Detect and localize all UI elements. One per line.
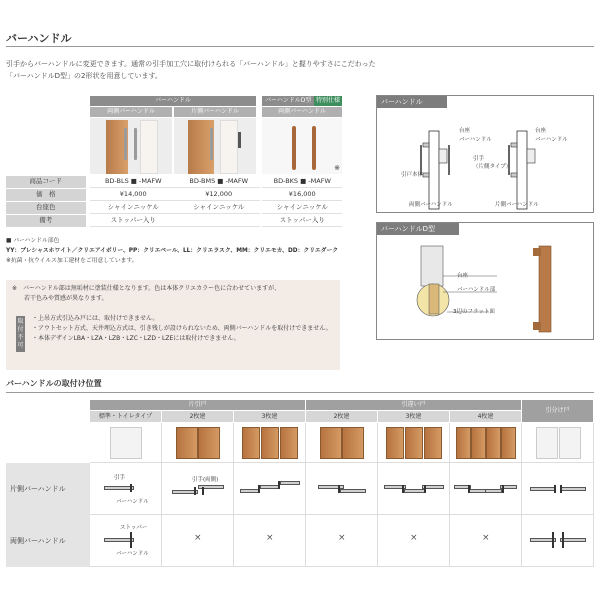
diagram-bar-handle-d	[376, 222, 594, 340]
sub-4-panel: 4枚建	[450, 411, 522, 422]
not-installable-badge: 取付不可	[16, 316, 25, 352]
diag-label: バーハンドル部	[457, 287, 496, 293]
row-label: 価 格	[6, 189, 86, 201]
diag-label: 片側バーハンドル	[495, 202, 539, 208]
special-badge: 特別仕様	[315, 97, 340, 104]
callout: 引手(両側)	[192, 477, 219, 483]
door-image-3	[378, 423, 450, 463]
plan-one-double-4	[450, 463, 522, 515]
diagram-title: バーハンドルD型	[377, 223, 459, 235]
group-bi-parting: 引分け戸	[522, 400, 594, 422]
cell: シャインニッケル	[90, 202, 177, 214]
cell: シャインニッケル	[262, 202, 342, 214]
color-list: YY：プレシャスホワイト／クリエアイボリー、PP：クリエペール、LL：クリエラスク、MM：クリエモカ、DD：クリエダーク	[6, 248, 339, 254]
restriction-item: ・上吊方式引込み戸には、取付けできません。	[32, 315, 159, 322]
not-available-mark: ×	[338, 533, 346, 543]
cell: ストッパー入り	[90, 215, 177, 227]
cell: BD-BMS ■ -MAFW	[177, 176, 261, 188]
diag-label: 台座	[459, 128, 471, 134]
cell: ストッパー入り	[262, 215, 342, 227]
note-line: 若干色みや質感が異なります。	[12, 295, 108, 302]
notes-box	[6, 280, 340, 370]
cell: BD-BLS ■ -MAFW	[90, 176, 177, 188]
diag-label: 引戸本体	[401, 172, 424, 178]
door-image-4	[450, 423, 522, 463]
restriction-list	[32, 314, 336, 344]
not-available-mark: ×	[410, 533, 418, 543]
cell-not-available	[162, 515, 234, 567]
row-label-one-side: 片側バーハンドル	[6, 463, 90, 515]
not-available-mark: ×	[266, 533, 274, 543]
col-header-one: 片側バーハンドル	[174, 107, 256, 117]
plan-one-biparting	[522, 463, 594, 515]
door-image-standard	[90, 423, 162, 463]
cell: ¥16,000	[262, 189, 342, 201]
diagram-title: バーハンドル	[377, 96, 447, 108]
diagram-bar-handle	[376, 95, 594, 213]
group-sliding-single: 片引戸	[90, 400, 306, 410]
title-divider	[6, 46, 594, 47]
positions-title: バーハンドルの取付け位置	[6, 379, 102, 388]
cell-not-available	[306, 515, 378, 567]
cell: ¥14,000	[90, 189, 177, 201]
group-header-bar: バーハンドル	[90, 96, 256, 106]
diag-label: 両側バーハンドル	[409, 202, 453, 208]
sub-2-panel: 2枚建	[162, 411, 234, 422]
note-line: ※ バーハンドル部は無垢材に塗装仕様となります。色は本体クリエカラー色に合わせていますが、	[12, 285, 281, 292]
row-label: 備考	[6, 215, 86, 227]
product-image-one	[174, 118, 256, 174]
not-available-mark: ×	[482, 533, 490, 543]
plan-one-standard	[90, 463, 162, 515]
door-image-3	[234, 423, 306, 463]
callout: ストッパー	[120, 525, 148, 531]
callout: 引手	[114, 475, 126, 481]
asterisk-mark: ※	[334, 164, 340, 172]
cell: シャインニッケル	[177, 202, 261, 214]
sub-3-panel: 3枚建	[378, 411, 450, 422]
antiviral-note: ※抗菌・抗ウイルス加工建材をご用意しています。	[6, 258, 138, 264]
spec-row-base-color	[6, 202, 342, 214]
door-image-2	[162, 423, 234, 463]
plan-one-double-2	[306, 463, 378, 515]
group-header-d: バーハンドルD型	[262, 96, 314, 106]
note-paint	[12, 284, 280, 304]
plan-both-standard	[90, 515, 162, 567]
door-image-2	[306, 423, 378, 463]
diag-label: バーハンドル	[459, 137, 492, 143]
cell-not-available	[450, 515, 522, 567]
diag-label: 引手	[473, 156, 485, 162]
row-label: 商品コード	[6, 176, 86, 188]
diag-label: バーハンドル	[535, 137, 568, 143]
row-label: 台座色	[6, 202, 86, 214]
door-image-biparting	[522, 423, 594, 463]
row-label-both-side: 両側バーハンドル	[6, 515, 90, 567]
cell-not-available	[378, 515, 450, 567]
cell	[177, 215, 261, 227]
positions-divider	[6, 392, 594, 393]
diag-label: 台座	[457, 273, 469, 279]
diag-label: 3辺のフラット面	[453, 309, 495, 315]
cell: ¥12,000	[177, 189, 261, 201]
diag-label: 台座	[535, 128, 547, 134]
plan-one-3	[234, 463, 306, 515]
product-image-d	[262, 118, 342, 174]
restriction-item: ・アウトセット方式、天井埋込方式は、引き残しが設けられないため、両側バーハンドルを取付けできません。	[32, 325, 332, 332]
plan-one-double-3	[378, 463, 450, 515]
sub-2-panel: 2枚建	[306, 411, 378, 422]
group-sliding-double: 引違い戸	[306, 400, 522, 410]
col-header-d-both: 両側バーハンドル	[262, 107, 342, 117]
bar-handle-illustration	[377, 109, 593, 213]
restriction-item: ・本体デザインLBA・LZA・LZB・LZC・LZD・LZEには取付けできません。	[32, 335, 240, 342]
color-info	[6, 236, 338, 266]
spec-row-price	[6, 189, 342, 201]
intro-line-1: 引手からバーハンドルに変更できます。通常の引手加工穴に取付けられる「バーハンドル」と握りやすさにこだわった	[6, 60, 376, 68]
sub-3-panel: 3枚建	[234, 411, 306, 422]
product-spec-table	[6, 176, 342, 227]
spec-row-remarks	[6, 215, 342, 227]
cell-not-available	[234, 515, 306, 567]
plan-one-2	[162, 463, 234, 515]
cell: BD-BKS ■ -MAFW	[262, 176, 342, 188]
not-available-mark: ×	[194, 533, 202, 543]
sub-standard-toilet: 標準・トイレタイプ	[90, 411, 162, 422]
intro-text	[6, 58, 376, 82]
product-image-both	[90, 118, 172, 174]
diag-label: （片側タイプ）	[473, 164, 512, 170]
color-header: ■ バーハンドル部色	[6, 238, 60, 244]
plan-both-biparting	[522, 515, 594, 567]
col-header-both: 両側バーハンドル	[90, 107, 172, 117]
intro-line-2: 「バーハンドルD型」の2形状を用意しています。	[6, 72, 162, 80]
spec-row-code	[6, 176, 342, 188]
callout: バーハンドル	[116, 551, 149, 557]
page-title: バーハンドル	[6, 32, 72, 45]
callout: バーハンドル	[116, 499, 149, 505]
